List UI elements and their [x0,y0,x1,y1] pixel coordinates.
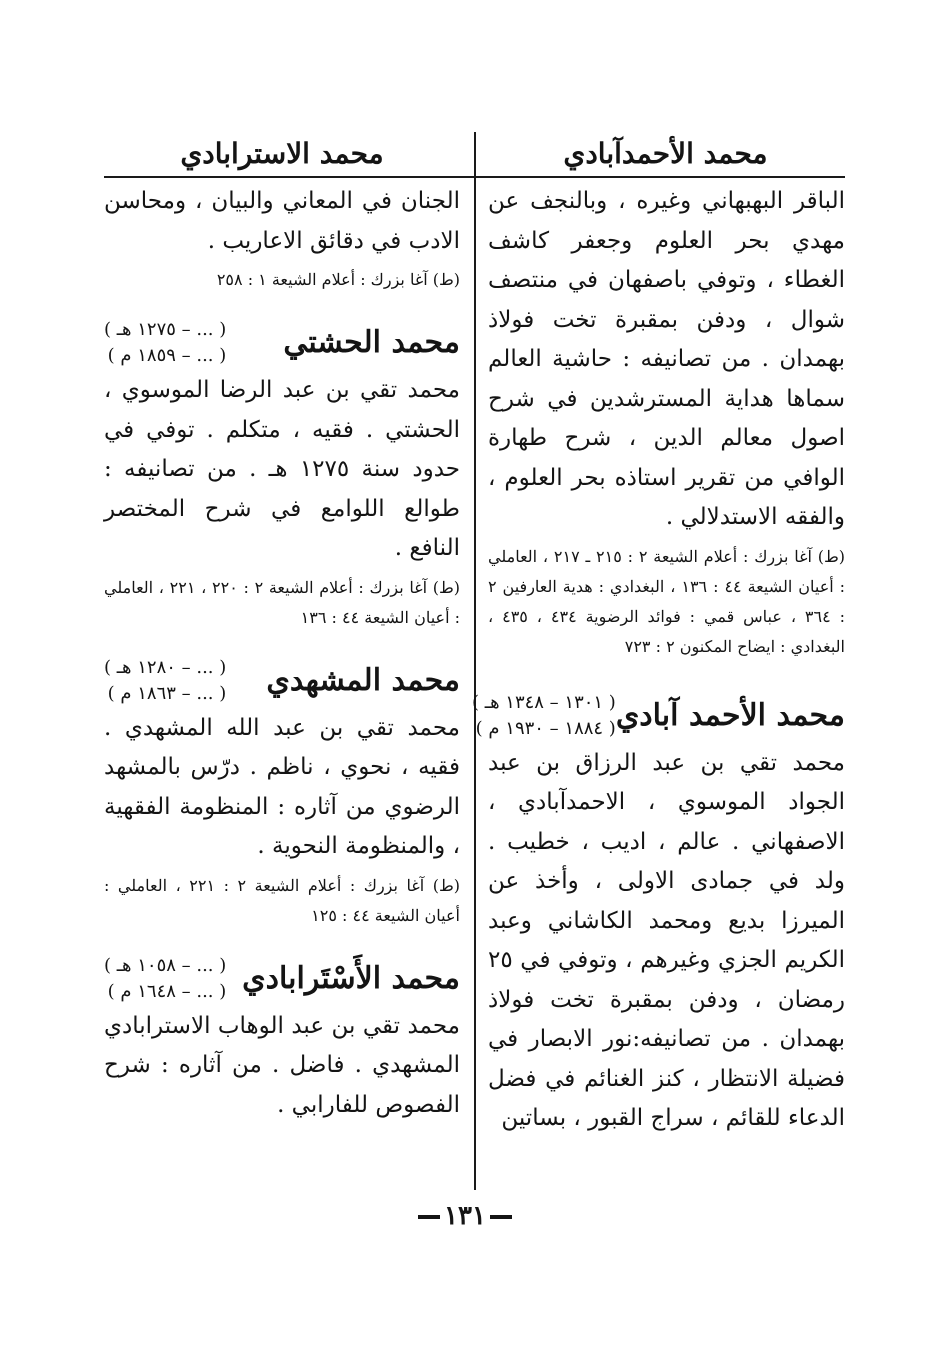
entry-name: محمد الحشتي [283,325,460,360]
running-header-left: محمد الاسترابادي [180,137,384,170]
entry-name: محمد الأَسْتَرابادي [242,960,460,996]
continued-entry-reference: (ط) آغا بزرك : أعلام الشيعة ١ : ٢٥٨ [216,270,460,289]
date-gregorian: ( ... – ١٨٥٩ م ) [107,345,227,366]
date-hijri: ( ... – ١٠٥٨ هـ ) [104,954,227,976]
right-column [472,182,846,1192]
continued-entry-text: الجنان في المعاني والبيان ، ومحاسن الادب في دقائق الاعاريب . [104,188,460,254]
entry-name: محمد الأحمد آبادي [615,697,845,733]
page-number [380,1196,550,1236]
entry-heading [104,317,460,369]
entry-text: محمد تقي بن عبد الرزاق بن عبد الجواد الموسوي ، الاحمدآبادي ، الاصفهاني . عالم ، اديب ، خطيب . ولد في جمادى الاولى ، وأخذ عن الميرزا بديع ومحمد الكاشاني وعبد الكريم الجزي وغيرهم ، وتوفي في ٢٥ رمضان ، ودفن بمقبرة تخت فولاذ بهمدان . من تصانيفه:نور الابصار في فضيلة الانتظار ، كنز الغنائم في فضل الدعاء للقائم ، سراج القبور ، بساتين [488,749,845,1131]
entry-reference: (ط) آغا بزرك : أعلام الشيعة ٢ : ٢٢١ ، العاملي : أعيان الشيعة ٤٤ : ١٢٥ [104,875,460,925]
entry-dates [472,690,616,742]
date-gregorian: ( ١٨٨٤ – ١٩٣٠ م ) [475,717,616,739]
entry-heading [104,655,460,707]
date-hijri: ( ١٣٠١ – ١٣٤٨ هـ ) [472,691,616,713]
date-gregorian: ( ... – ١٨٦٣ م ) [107,682,227,704]
entry-text: محمد تقي بن عبد الرضا الموسوي ، الحشتي . فقيه ، متكلم . توفي في حدود سنة ١٢٧٥ هـ . من تصانيفه : طوالع اللوامع في شرح المختصر النافع . [104,377,460,561]
folio-dash [490,1215,512,1219]
continued-entry-text: الباقر البهبهاني وغيره ، وبالنجف عن مهدي بحر العلوم وجعفر كاشف الغطاء ، وتوفي باصفهان في منتصف شوال ، ودفن بمقبرة تخت فولاذ بهمدان . من تصانيفه : حاشية العالم سماها هداية المسترشدين في شرح اصول معالم الدين ، شرح طهارة الوافي من تقرير استاذه بحر العلوم ، والفقه الاستدلالي . [488,188,845,530]
running-header-right: محمد الأحمدآبادي [563,137,768,170]
entry-dates [104,317,226,369]
entry-dates [104,953,226,1005]
page-number-text: ١٣١ [444,1201,486,1231]
entry-text: محمد تقي بن عبد الله المشهدي . فقيه ، نحوي ، ناظم . درّس بالمشهد الرضوي من آثاره : المنظومة الفقهية ، والمنظومة النحوية . [104,714,460,859]
entry-reference: (ط) آغا بزرك : أعلام الشيعة ٢ : ٢٢٠ ، ٢٢١ ، العاملي : أعيان الشيعة ٤٤ : ١٣٦ [104,577,461,627]
date-hijri: ( ... – ١٢٧٥ هـ ) [104,319,227,340]
folio-dash [418,1215,440,1219]
entry-heading [472,690,845,742]
date-gregorian: ( ... – ١٦٤٨ م ) [107,980,227,1002]
entry-dates [104,655,226,707]
entry-name: محمد المشهدي [266,662,460,698]
entry-heading [104,953,460,1005]
entry-text: محمد تقي بن عبد الوهاب الاسترابادي المشهدي . فاضل . من آثاره : شرح الفصوص للفارابي . [104,1012,460,1118]
continued-entry-reference: (ط) آغا بزرك : أعلام الشيعة ٢ : ٢١٥ ـ ٢١٧ ، العاملي : أعيان الشيعة ٤٤ : ١٣٦ ، البغدادي : هدية العارفين ٢ : ٣٦٤ ، عباس قمي : فوائد الرضوية ٤٣٤ ، ٤٣٥ ، البغدادي : ايضاح المكنون ٢ : ٧٢٣ [488,546,846,656]
date-hijri: ( ... – ١٢٨٠ هـ ) [104,656,227,678]
left-column [104,182,460,1192]
column-divider [474,132,476,1190]
